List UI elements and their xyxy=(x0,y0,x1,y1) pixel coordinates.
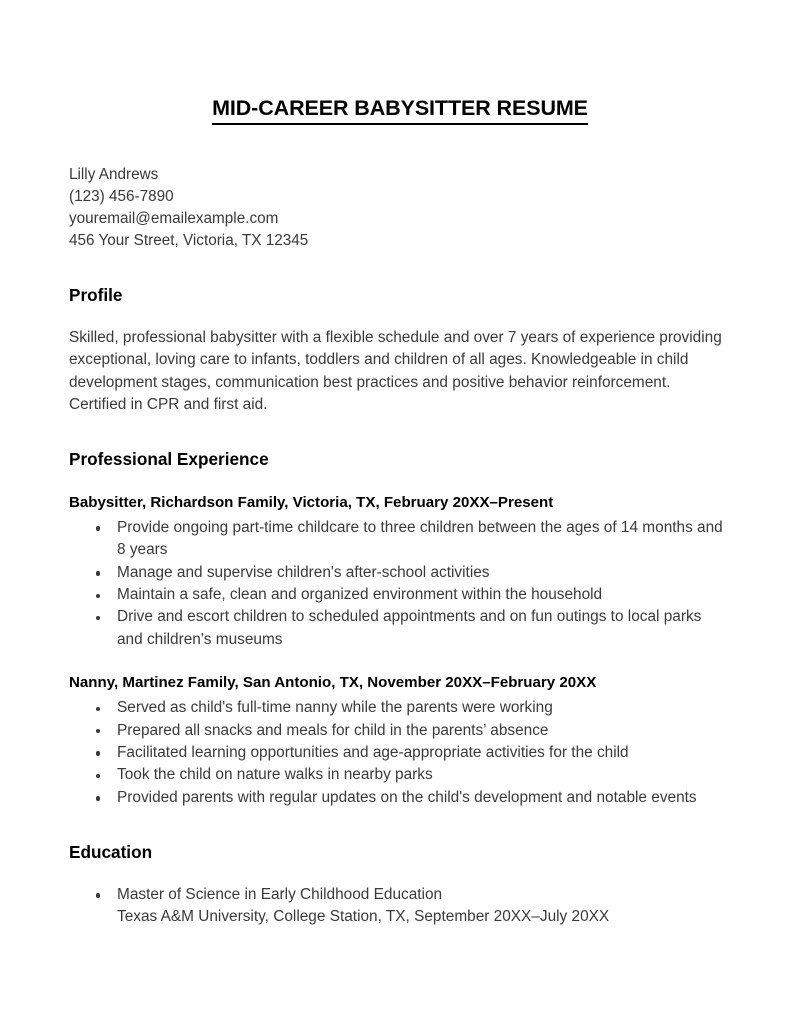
list-item xyxy=(69,517,731,562)
list-item-text: Provided parents with regular updates on the child's development and notable events xyxy=(117,788,697,806)
education-school: Texas A&M University, College Station, TX, September 20XX–July 20XX xyxy=(117,908,610,926)
resume-body xyxy=(69,0,731,929)
list-item xyxy=(69,764,731,786)
contact-phone: (123) 456-7890 xyxy=(69,187,174,205)
bullet-icon xyxy=(96,729,100,733)
list-item xyxy=(69,742,731,764)
bullet-icon xyxy=(96,751,100,755)
profile-text: Skilled, professional babysitter with a flexible schedule and over 7 years of experience providing exceptional, loving care to infants, toddlers and children of all ages. Knowledgeable in child development stages, communication best practices and positive behavior reinforcement. Certified in CPR and first aid. xyxy=(69,329,722,414)
job-title: Nanny, Martinez Family, San Antonio, TX, November 20XX–February 20XX xyxy=(69,674,597,692)
job-bullet-list xyxy=(69,697,731,809)
bullet-icon xyxy=(96,796,100,800)
bullet-icon xyxy=(96,526,100,530)
bullet-icon xyxy=(96,571,100,575)
page-title-text: MID-CAREER BABYSITTER RESUME xyxy=(212,96,588,125)
bullet-icon xyxy=(96,707,100,711)
list-item-text: Maintain a safe, clean and organized environment within the household xyxy=(117,586,603,604)
list-item xyxy=(69,787,731,809)
education-list xyxy=(69,884,731,929)
contact-address: 456 Your Street, Victoria, TX 12345 xyxy=(69,232,309,250)
list-item xyxy=(69,562,731,584)
list-item-text: Prepared all snacks and meals for child in the parents’ absence xyxy=(117,721,549,739)
contact-email: youremail@emailexample.com xyxy=(69,210,279,228)
list-item xyxy=(69,884,731,929)
list-item-text: Served as child's full-time nanny while the parents were working xyxy=(117,699,553,717)
bullet-icon xyxy=(96,774,100,778)
job-bullet-list xyxy=(69,517,731,651)
section-heading-education: Education xyxy=(69,842,153,863)
job-title: Babysitter, Richardson Family, Victoria, TX, February 20XX–Present xyxy=(69,494,554,511)
contact-block xyxy=(69,164,731,253)
contact-name: Lilly Andrews xyxy=(69,165,159,183)
list-item-text: Manage and supervise children's after-school activities xyxy=(117,563,490,581)
list-item-text: Provide ongoing part-time childcare to three children between the ages of 14 months and 8 years xyxy=(117,518,723,559)
bullet-icon xyxy=(96,594,100,598)
section-heading-profile: Profile xyxy=(69,284,123,305)
list-item-text: Took the child on nature walks in nearby parks xyxy=(117,766,433,784)
list-item xyxy=(69,697,731,719)
list-item-text: Facilitated learning opportunities and age-appropriate activities for the child xyxy=(117,743,629,761)
bullet-icon xyxy=(96,893,100,897)
list-item xyxy=(69,606,731,651)
list-item-text: Drive and escort children to scheduled appointments and on fun outings to local parks and children's museums xyxy=(117,608,702,648)
bullet-icon xyxy=(96,616,100,620)
section-heading-experience: Professional Experience xyxy=(69,449,269,470)
page-title xyxy=(69,0,731,125)
education-degree: Master of Science in Early Childhood Education xyxy=(117,885,443,903)
list-item xyxy=(69,584,731,606)
list-item xyxy=(69,720,731,742)
